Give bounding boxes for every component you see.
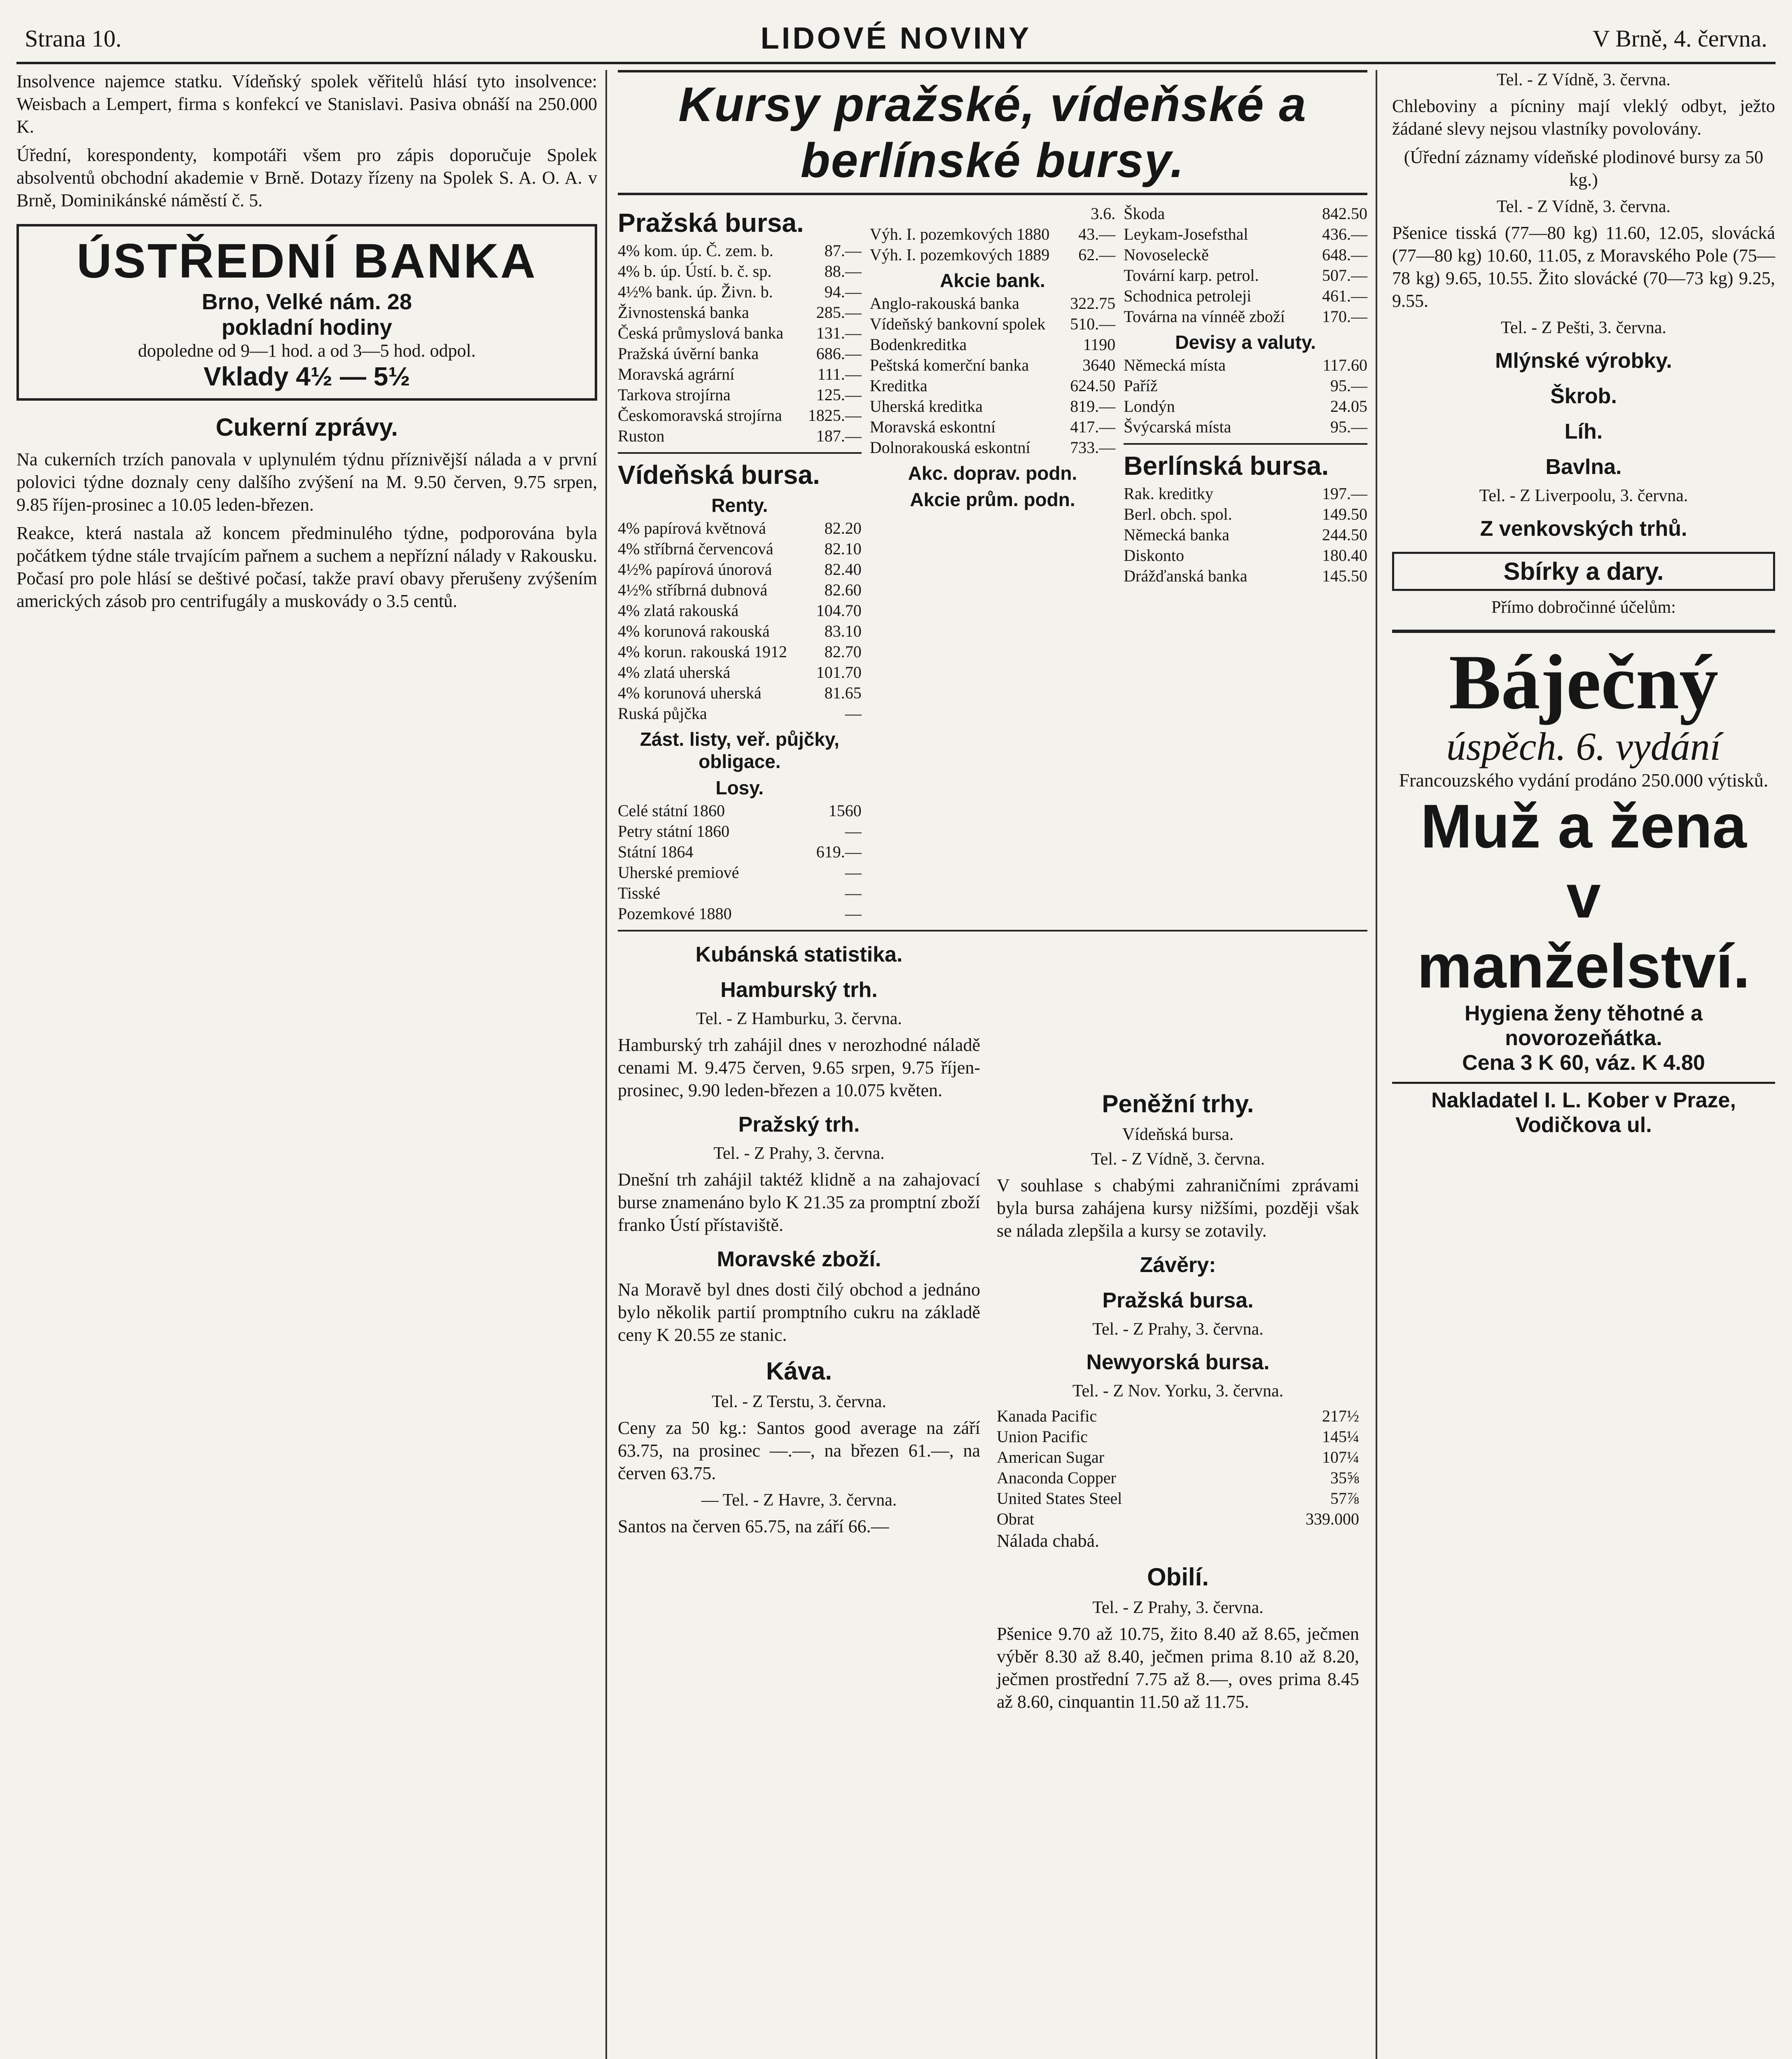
- row-value: 101.70: [816, 663, 862, 682]
- section-title: Vídeňská bursa.: [618, 460, 820, 490]
- row-name: Novoseleckě: [1124, 245, 1209, 264]
- row-value: 842.50: [1322, 204, 1367, 223]
- dateline: Tel. - Z Vídně, 3. června.: [1091, 1150, 1265, 1169]
- section-title: Pražská bursa.: [618, 208, 804, 238]
- table-row: [618, 323, 862, 343]
- table-row: [618, 883, 862, 903]
- row-name: Diskonto: [1124, 546, 1184, 565]
- row-name: Tarkova strojírna: [618, 385, 731, 404]
- row-value: 1560: [828, 801, 862, 820]
- table-row: [618, 261, 862, 282]
- row-value: 1825.—: [808, 406, 862, 425]
- dateline: Tel. - Z Prahy, 3. června.: [713, 1144, 885, 1163]
- section-subtitle: Devisy a valuty.: [1175, 331, 1316, 353]
- row-value: 3640: [1082, 356, 1116, 374]
- table-row: [1124, 504, 1367, 525]
- ad-subtitle: Hygiena ženy těhotné a novorozeňátka.: [1465, 1001, 1703, 1050]
- row-value: 624.50: [1070, 376, 1116, 395]
- table-row: [618, 405, 862, 426]
- dateline: Tel. - Z Vídně, 3. června.: [1497, 197, 1671, 216]
- row-value: 57⅞: [1330, 1489, 1359, 1508]
- row-value: 35⅝: [1330, 1468, 1359, 1487]
- divider: [618, 930, 1367, 931]
- table-row: [618, 642, 862, 662]
- row-name: Obrat: [997, 1510, 1035, 1528]
- bank-advertisement: [16, 224, 597, 401]
- row-value: 187.—: [816, 427, 862, 445]
- table-row: [997, 1406, 1359, 1426]
- table-row: [1124, 545, 1367, 566]
- bank-address: Brno, Velké nám. 28: [201, 289, 412, 314]
- row-value: 1190: [1083, 335, 1116, 354]
- page-number: Strana 10.: [25, 25, 122, 52]
- section-title: Z venkovských trhů.: [1480, 517, 1687, 541]
- table-row: [1124, 265, 1367, 286]
- ad-price: Cena 3 K 60, váz. K 4.80: [1462, 1051, 1705, 1075]
- section-title: Pražská bursa.: [1102, 1289, 1254, 1312]
- section-subtitle: Přímo dobročinné účelům:: [1491, 598, 1676, 617]
- ad-title-line2: v manželství.: [1417, 861, 1750, 1001]
- row-value: 62.—: [1078, 245, 1116, 264]
- table-row: [1124, 376, 1367, 396]
- table-row: [1124, 306, 1367, 327]
- table-row: [997, 1447, 1359, 1468]
- row-value: 244.50: [1322, 525, 1367, 544]
- row-value: 507.—: [1322, 266, 1367, 285]
- section-title: Líh.: [1564, 420, 1603, 444]
- section-title: Moravské zboží.: [717, 1247, 881, 1271]
- table-row: [618, 282, 862, 302]
- table-row: [618, 862, 862, 883]
- page-header: [16, 16, 1776, 64]
- row-name: 4% korunová rakouská: [618, 622, 770, 640]
- row-value: 24.05: [1330, 397, 1367, 416]
- row-name: Tisské: [618, 884, 661, 902]
- table-row: [618, 903, 862, 924]
- berlin-column: [1124, 203, 1367, 924]
- row-name: 4½% stříbrná dubnová: [618, 581, 768, 599]
- lower-middle-column: [618, 942, 980, 1538]
- row-value: 436.—: [1322, 225, 1367, 243]
- table-row: [618, 364, 862, 385]
- row-value: 217½: [1322, 1407, 1359, 1425]
- row-name: Moravská eskontní: [869, 418, 996, 436]
- table-row: [1124, 286, 1367, 306]
- row-value: 82.70: [824, 642, 862, 661]
- row-value: 82.60: [824, 581, 862, 599]
- row-name: Českomoravská strojírna: [618, 406, 782, 425]
- row-value: —: [845, 904, 862, 923]
- row-value: 461.—: [1322, 287, 1367, 305]
- row-value: 111.—: [817, 365, 862, 383]
- table-row: [1124, 566, 1367, 586]
- section-subtitle: Akc. doprav. podn.: [908, 462, 1077, 484]
- table-row: [870, 334, 1116, 355]
- table-row: [618, 683, 862, 703]
- date-row: [870, 203, 1116, 224]
- table-row: [870, 396, 1116, 417]
- row-name: 4% papírová květnová: [618, 519, 766, 537]
- dateline: Tel. - Z Prahy, 3. června.: [1092, 1320, 1264, 1339]
- dateline: V Brně, 4. června.: [1592, 25, 1767, 52]
- table-row: [618, 426, 862, 446]
- money-markets-column: [997, 1079, 1359, 1719]
- section-title: Cukerní zprávy.: [215, 413, 398, 441]
- article-paragraph: Nálada chabá.: [997, 1531, 1100, 1551]
- table-row: [1124, 396, 1367, 417]
- row-name: Uherské premiové: [618, 863, 739, 882]
- left-column: [16, 70, 597, 618]
- tables-row: [618, 203, 1367, 924]
- divider: [1124, 443, 1367, 445]
- row-name: Švýcarská místa: [1124, 418, 1231, 436]
- row-name: Německá banka: [1124, 525, 1229, 544]
- table-row: [618, 600, 862, 621]
- table-row: [870, 293, 1116, 314]
- table-row: [618, 842, 862, 862]
- section-subtitle: Vídeňská bursa.: [1122, 1125, 1234, 1144]
- row-name: Škoda: [1124, 204, 1165, 223]
- ad-sold: Francouzského vydání prodáno 250.000 výtisků.: [1399, 770, 1769, 791]
- row-name: Pozemkové 1880: [618, 904, 732, 923]
- row-value: 82.40: [824, 560, 862, 579]
- row-value: 339.000: [1306, 1510, 1359, 1528]
- section-title: Sbírky a dary.: [1392, 552, 1775, 591]
- article-paragraph: Chleboviny a pícniny mají vleklý odbyt, ježto žádané slevy nejsou vlastníky povolovány.: [1392, 96, 1775, 139]
- table-row: [618, 821, 862, 842]
- column-rule: [605, 70, 607, 2059]
- article-paragraph: Hamburský trh zahájil dnes v nerozhodné náladě cenami M. 9.475 červen, 9.65 srpen, 9.75 říjen-prosinec, 9.90 leden-březen a 10.075 květen.: [618, 1035, 980, 1100]
- row-value: 81.65: [824, 684, 862, 702]
- article-paragraph: V souhlase s chabými zahraničními zprávami byla bursa zahájena kursy nižšími, později však se nálada zlepšila a kursy se zotavily.: [997, 1175, 1359, 1241]
- row-value: —: [845, 863, 862, 882]
- bank-deposits: Vklady 4½ — 5½: [203, 362, 410, 391]
- section-title: Berlínská bursa.: [1124, 451, 1329, 481]
- table-row: [618, 343, 862, 364]
- row-name: 4% korun. rakouská 1912: [618, 642, 787, 661]
- dateline: Tel. - Z Hamburku, 3. června.: [696, 1009, 902, 1028]
- row-name: Kanada Pacific: [997, 1407, 1097, 1425]
- table-row: [618, 559, 862, 580]
- row-value: 733.—: [1070, 438, 1116, 457]
- section-subtitle: Losy.: [715, 777, 764, 798]
- row-name: Celé státní 1860: [618, 801, 725, 820]
- article-paragraph: Pšenice tisská (77—80 kg) 11.60, 12.05, slovácká (77—80 kg) 10.60, 11.05, z Moravského Pole (75—78 kg) 9.65, 10.55. Žito slovácké (70—73 kg) 9.25, 9.55.: [1392, 223, 1775, 311]
- table-row: [1124, 224, 1367, 245]
- row-value: 83.10: [824, 622, 862, 640]
- section-title: Pražský trh.: [738, 1113, 860, 1137]
- row-name: 4½% bank. úp. Živn. b.: [618, 282, 773, 301]
- table-row: [618, 703, 862, 724]
- row-name: Moravská agrární: [618, 365, 735, 383]
- row-name: Peštská komerční banka: [869, 356, 1029, 374]
- dateline: Tel. - Z Vídně, 3. června.: [1497, 70, 1671, 89]
- table-row: [870, 417, 1116, 437]
- bank-hours-title: pokladní hodiny: [222, 315, 392, 340]
- article-paragraph: Reakce, která nastala až koncem předminulého týdne, podporována byla počátkem týdne stále trvajícím pařnem a suchem a nepřízní nálady v Rakousku. Počasí pro pole hlásí se deštivé počasí, takže praví obavy přerušeny zvýšením amerických zásob pro centrifugály a muskovády o 3.5 centů.: [16, 523, 597, 611]
- row-value: 117.60: [1322, 356, 1367, 374]
- section-title: Kubánská statistika.: [695, 943, 903, 966]
- table-row: [997, 1468, 1359, 1488]
- row-value: 819.—: [1070, 397, 1116, 416]
- article-paragraph: Na Moravě byl dnes dosti čilý obchod a jednáno bylo několik partií promptního cukru na základě ceny K 20.55 ze stanic.: [618, 1279, 980, 1345]
- row-value: 88.—: [824, 262, 862, 280]
- row-value: 285.—: [816, 303, 862, 322]
- table-row: [618, 621, 862, 642]
- row-value: 149.50: [1322, 505, 1367, 523]
- row-name: Drážďanská banka: [1124, 567, 1248, 585]
- row-value: 145¼: [1322, 1427, 1359, 1446]
- row-name: Petry státní 1860: [618, 822, 730, 840]
- dateline: — Tel. - Z Havre, 3. června.: [701, 1491, 897, 1510]
- row-value: 95.—: [1330, 418, 1367, 436]
- row-name: Německá místa: [1124, 356, 1226, 374]
- row-name: Česká průmyslová banka: [618, 324, 784, 342]
- section-title: Káva.: [766, 1357, 832, 1385]
- section-title: Peněžní trhy.: [1102, 1090, 1254, 1118]
- table-row: [870, 314, 1116, 334]
- row-name: Státní 1864: [618, 843, 694, 861]
- table-row: [870, 437, 1116, 458]
- section-title: Bavlna.: [1545, 455, 1622, 479]
- table-row: [618, 240, 862, 261]
- row-value: 104.70: [816, 601, 862, 620]
- table-row: [1124, 525, 1367, 545]
- prague-vienna-column: [618, 203, 862, 924]
- table-row: [870, 376, 1116, 396]
- article-paragraph: Dnešní trh zahájil taktéž klidně a na zahajovací burse znamenáno bylo K 21.35 za promptní zboží franko Ústí přístaviště.: [618, 1170, 980, 1235]
- row-value: 510.—: [1070, 315, 1116, 333]
- right-column: [1392, 70, 1775, 1137]
- row-name: Union Pacific: [997, 1427, 1088, 1446]
- article-paragraph: Ceny za 50 kg.: Santos good average na září 63.75, na prosinec —.—, na březen 61.—, na červen 63.75.: [618, 1418, 980, 1483]
- row-name: Anaconda Copper: [997, 1468, 1116, 1487]
- ad-headline: Báječný: [1449, 639, 1719, 726]
- row-name: Vídeňský bankovní spolek: [869, 315, 1046, 333]
- row-value: 87.—: [824, 241, 862, 260]
- row-value: 82.20: [824, 519, 862, 537]
- section-title: Newyorská bursa.: [1086, 1350, 1270, 1374]
- article-paragraph: Santos na červen 65.75, na září 66.—: [618, 1516, 889, 1536]
- row-name: Živnostenská banka: [618, 303, 749, 322]
- divider: [618, 452, 862, 454]
- row-name: 4% zlatá uherská: [618, 663, 731, 682]
- ad-title-line1: Muž a žena: [1421, 791, 1747, 861]
- section-subtitle: Renty.: [711, 495, 768, 516]
- row-name: United States Steel: [997, 1489, 1122, 1508]
- row-value: 94.—: [824, 282, 862, 301]
- market-banner: Kursy pražské, vídeňské a berlínské bursy.: [618, 70, 1367, 195]
- dateline: Tel. - Z Nov. Yorku, 3. června.: [1072, 1382, 1284, 1401]
- dateline: Tel. - Z Prahy, 3. června.: [1092, 1598, 1264, 1617]
- section-subtitle: Akcie prům. podn.: [910, 489, 1075, 510]
- row-name: Berl. obch. spol.: [1124, 505, 1232, 523]
- bank-hours: dopoledne od 9—1 hod. a od 3—5 hod. odpol.: [138, 341, 476, 361]
- table-row: [1124, 417, 1367, 437]
- table-row: [618, 302, 862, 323]
- row-name: 4% kom. úp. Č. zem. b.: [618, 241, 773, 260]
- row-name: Dolnorakouská eskontní: [869, 438, 1030, 457]
- table-row: [1124, 483, 1367, 504]
- row-value: —: [845, 884, 862, 902]
- row-value: 686.—: [816, 344, 862, 363]
- article-paragraph: Na cukerních trzích panovala v uplynulém týdnu příznivější nálada a v první polovici týdne doznaly ceny dalšího zvýšení na M. 9.50 červen, 9.75 srpen, 9.85 říjen-prosinec a 10.05 leden-březen.: [16, 449, 597, 515]
- row-name: Anglo-rakouská banka: [869, 294, 1019, 313]
- row-name: Kreditka: [869, 376, 928, 395]
- row-name: Londýn: [1124, 397, 1175, 416]
- table-row: [997, 1509, 1359, 1529]
- book-advertisement: [1392, 630, 1775, 1137]
- table-row: [618, 385, 862, 405]
- row-name: 4% b. úp. Ústí. b. č. sp.: [618, 262, 772, 280]
- row-value: 648.—: [1322, 245, 1367, 264]
- row-value: 107¼: [1322, 1448, 1359, 1466]
- newspaper-title: LIDOVÉ NOVINY: [760, 21, 1032, 55]
- row-value: 417.—: [1070, 418, 1116, 436]
- table-row: [1124, 245, 1367, 265]
- ad-edition: úspěch. 6. vydání: [1446, 724, 1721, 768]
- table-row: [618, 518, 862, 539]
- table-row: [618, 580, 862, 600]
- ad-publisher: Nakladatel I. L. Kober v Praze, Vodičkova ul.: [1392, 1082, 1775, 1137]
- row-value: —: [845, 704, 862, 723]
- row-name: Paříž: [1124, 376, 1158, 395]
- banks-column: [870, 203, 1116, 924]
- row-name: Ruská půjčka: [618, 704, 707, 723]
- article-paragraph: Pšenice 9.70 až 10.75, žito 8.40 až 8.65, ječmen výběr 8.30 až 8.40, ječmen prima 8.10 až 8.20, ječmen prostřední 7.75 až 8.—, oves prima 8.45 až 8.60, cinquantin 11.50 až 11.75.: [997, 1624, 1359, 1712]
- table-row: [997, 1488, 1359, 1509]
- official-note: (Úřední záznamy vídeňské plodinové bursy za 50 kg.): [1404, 147, 1764, 190]
- row-value: 197.—: [1322, 484, 1367, 503]
- row-value: 3.6.: [1091, 204, 1116, 223]
- row-value: 95.—: [1330, 376, 1367, 395]
- row-value: 180.40: [1322, 546, 1367, 565]
- row-name: Schodnica petroleji: [1124, 287, 1252, 305]
- article-paragraph: Úřední, korespondenty, kompotáři všem pro zápis doporučuje Spolek absolventů obchodní akademie v Brně. Dotazy řízeny na Spolek S. A. O. A. v Brně, Dominikánské náměstí č. 5.: [16, 145, 597, 210]
- row-name: 4½% papírová únorová: [618, 560, 772, 579]
- article-paragraph: Insolvence najemce statku. Vídeňský spolek věřitelů hlásí tyto insolvence: Weisbach a Lempert, firma s konfekcí ve Stanislavi. Pasiva obnáší na 250.000 K.: [16, 71, 597, 137]
- row-name: Uherská kreditka: [869, 397, 983, 416]
- column-rule: [1376, 70, 1377, 2059]
- row-value: 125.—: [816, 385, 862, 404]
- section-title: Obilí.: [1147, 1563, 1209, 1591]
- row-value: 145.50: [1322, 567, 1367, 585]
- row-value: 170.—: [1322, 307, 1367, 326]
- table-row: [870, 355, 1116, 376]
- row-name: Leykam-Josefsthal: [1124, 225, 1248, 243]
- table-row: [997, 1426, 1359, 1447]
- bank-name: ÚSTŘEDNÍ BANKA: [77, 234, 537, 288]
- table-row: [618, 801, 862, 821]
- row-name: Pražská úvěrní banka: [618, 344, 759, 363]
- row-value: 131.—: [816, 324, 862, 342]
- dateline: Tel. - Z Terstu, 3. června.: [712, 1392, 886, 1411]
- row-value: —: [845, 822, 862, 840]
- row-name: Továrna na vínnéě zboží: [1124, 307, 1285, 326]
- dateline: Tel. - Z Liverpoolu, 3. června.: [1479, 486, 1688, 505]
- table-row: [1124, 355, 1367, 376]
- table-row: [1124, 203, 1367, 224]
- row-value: 322.75: [1070, 294, 1116, 313]
- row-name: 4% korunová uherská: [618, 684, 762, 702]
- row-name: Výh. I. pozemkových 1889: [869, 245, 1050, 264]
- row-name: 4% zlatá rakouská: [618, 601, 739, 620]
- table-row: [618, 662, 862, 683]
- section-subtitle: Zást. listy, veř. půjčky, obligace.: [640, 728, 839, 772]
- dateline: Tel. - Z Pešti, 3. června.: [1501, 318, 1666, 337]
- table-row: [618, 539, 862, 559]
- table-row: [870, 224, 1116, 245]
- row-name: 4% stříbrná červencová: [618, 539, 773, 558]
- section-title: Závěry:: [1140, 1253, 1216, 1277]
- row-name: American Sugar: [997, 1448, 1105, 1466]
- table-row: [870, 245, 1116, 265]
- section-title: Mlýnské výrobky.: [1495, 349, 1672, 373]
- section-title: Škrob.: [1550, 384, 1617, 408]
- row-name: Výh. I. pozemkových 1880: [869, 225, 1050, 243]
- section-subtitle: Akcie bank.: [940, 270, 1045, 291]
- row-value: 619.—: [816, 843, 862, 861]
- row-name: Ruston: [618, 427, 665, 445]
- row-name: Tovární karp. petrol.: [1124, 266, 1259, 285]
- section-title: Hamburský trh.: [720, 978, 878, 1002]
- row-value: 43.—: [1078, 225, 1116, 243]
- row-name: Bodenkreditka: [869, 335, 967, 354]
- row-name: Rak. kreditky: [1124, 484, 1214, 503]
- row-value: 82.10: [824, 539, 862, 558]
